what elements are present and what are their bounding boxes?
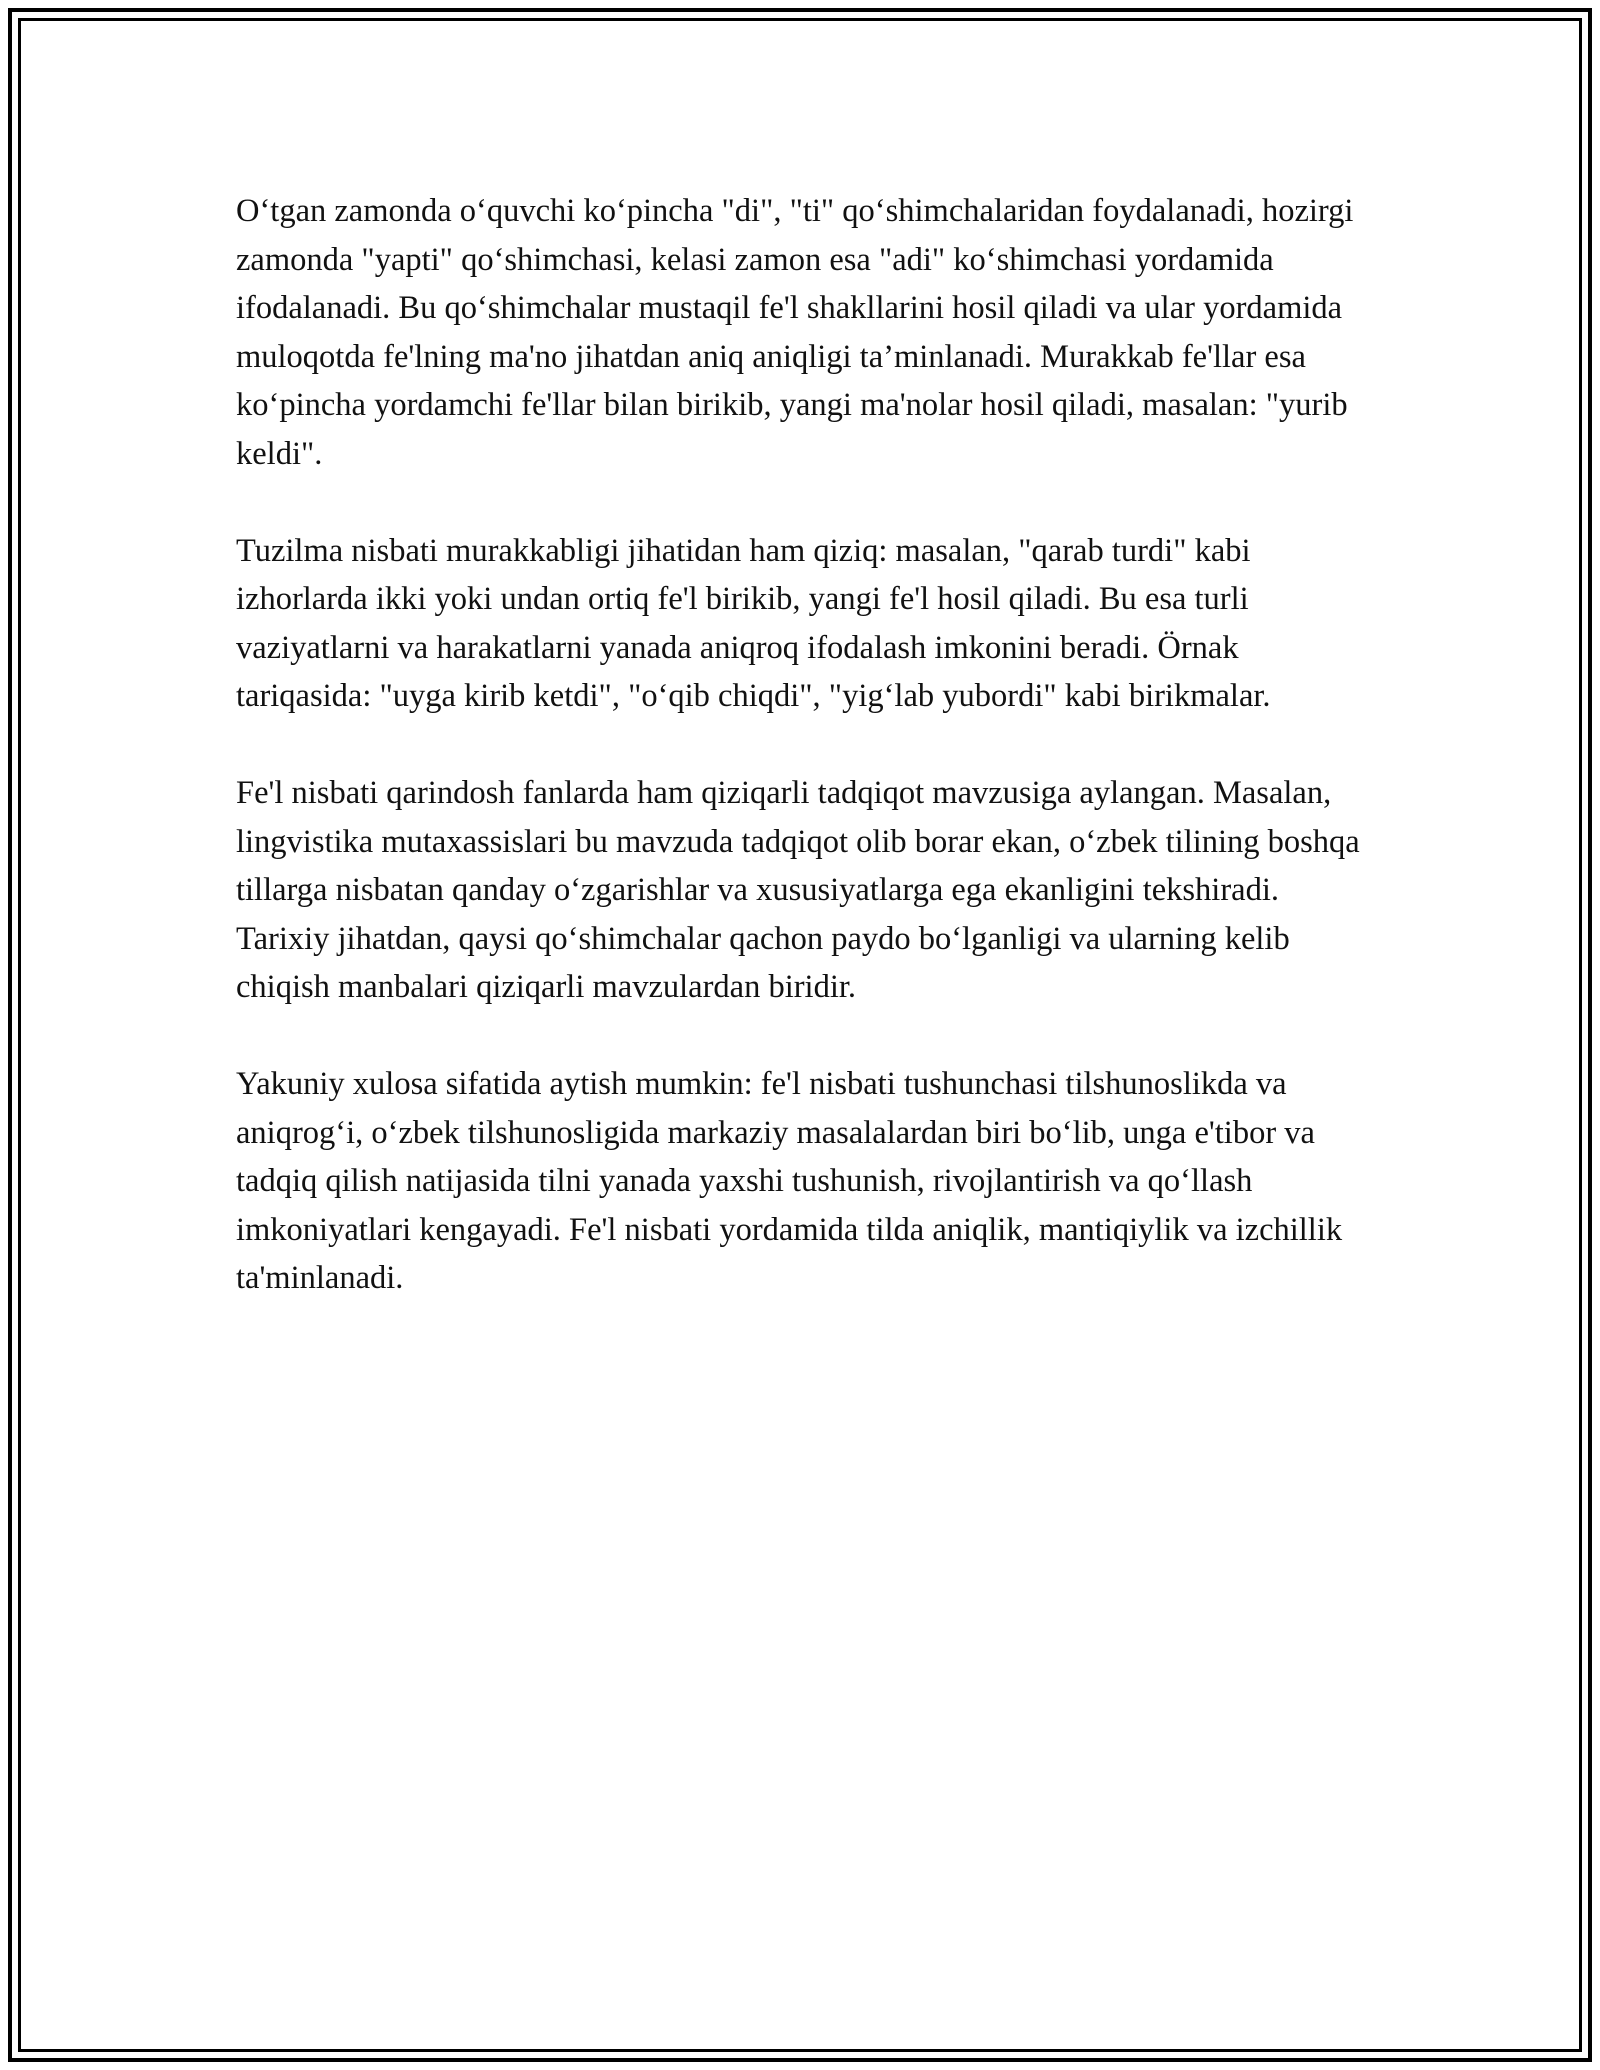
paragraph-research: Fe'l nisbati qarindosh fanlarda ham qiziqarli tadqiqot mavzusiga aylangan. Masalan, lingvistika mutaxassislari bu mavzuda tadqiqot olib borar ekan, o‘zbek tilining boshqa tillarga nisbatan qanday o‘zgarishlar va xususiyatlarga ega ekanligini tekshiradi. Tarixiy jihatdan, qaysi qo‘shimchalar qachon paydo bo‘lganligi va ularning kelib chiqish manbalari qiziqarli mavzulardan biridir.	[236, 775, 1360, 1005]
document-body	[236, 187, 1366, 1351]
paragraph-tense-suffixes: O‘tgan zamonda o‘quvchi ko‘pincha "di", "ti" qo‘shimchalaridan foydalanadi, hozirgi zamonda "yapti" qo‘shimchasi, kelasi zamon esa "adi" ko‘shimchasi yordamida ifodalanadi. Bu qo‘shimchalar mustaqil fe'l shakllarini hosil qiladi va ular yordamida muloqotda fe'lning ma'no jihatdan aniq aniqligi ta’minlanadi. Murakkab fe'llar esa ko‘pincha yordamchi fe'llar bilan birikib, yangi ma'nolar hosil qiladi, masalan: "yurib keldi".	[236, 193, 1354, 472]
paragraph-compound-verbs: Tuzilma nisbati murakkabligi jihatidan ham qiziq: masalan, "qarab turdi" kabi izhorlarda ikki yoki undan ortiq fe'l birikib, yangi fe'l hosil qiladi. Bu esa turli vaziyatlarni va harakatlarni yanada aniqroq ifodalash imkonini beradi. Örnak tariqasida: "uyga kirib ketdi", "o‘qib chiqdi", "yig‘lab yubordi" kabi birikmalar.	[236, 532, 1271, 714]
paragraph-conclusion: Yakuniy xulosa sifatida aytish mumkin: fe'l nisbati tushunchasi tilshunoslikda va aniqrog‘i, o‘zbek tilshunosligida markaziy masalalardan biri bo‘lib, unga e'tibor va tadqiq qilish natijasida tilni yanada yaxshi tushunish, rivojlantirish va qo‘llash imkoniyatlari kengayadi. Fe'l nisbati yordamida tilda aniqlik, mantiqiylik va izchillik ta'minlanadi.	[236, 1066, 1343, 1296]
